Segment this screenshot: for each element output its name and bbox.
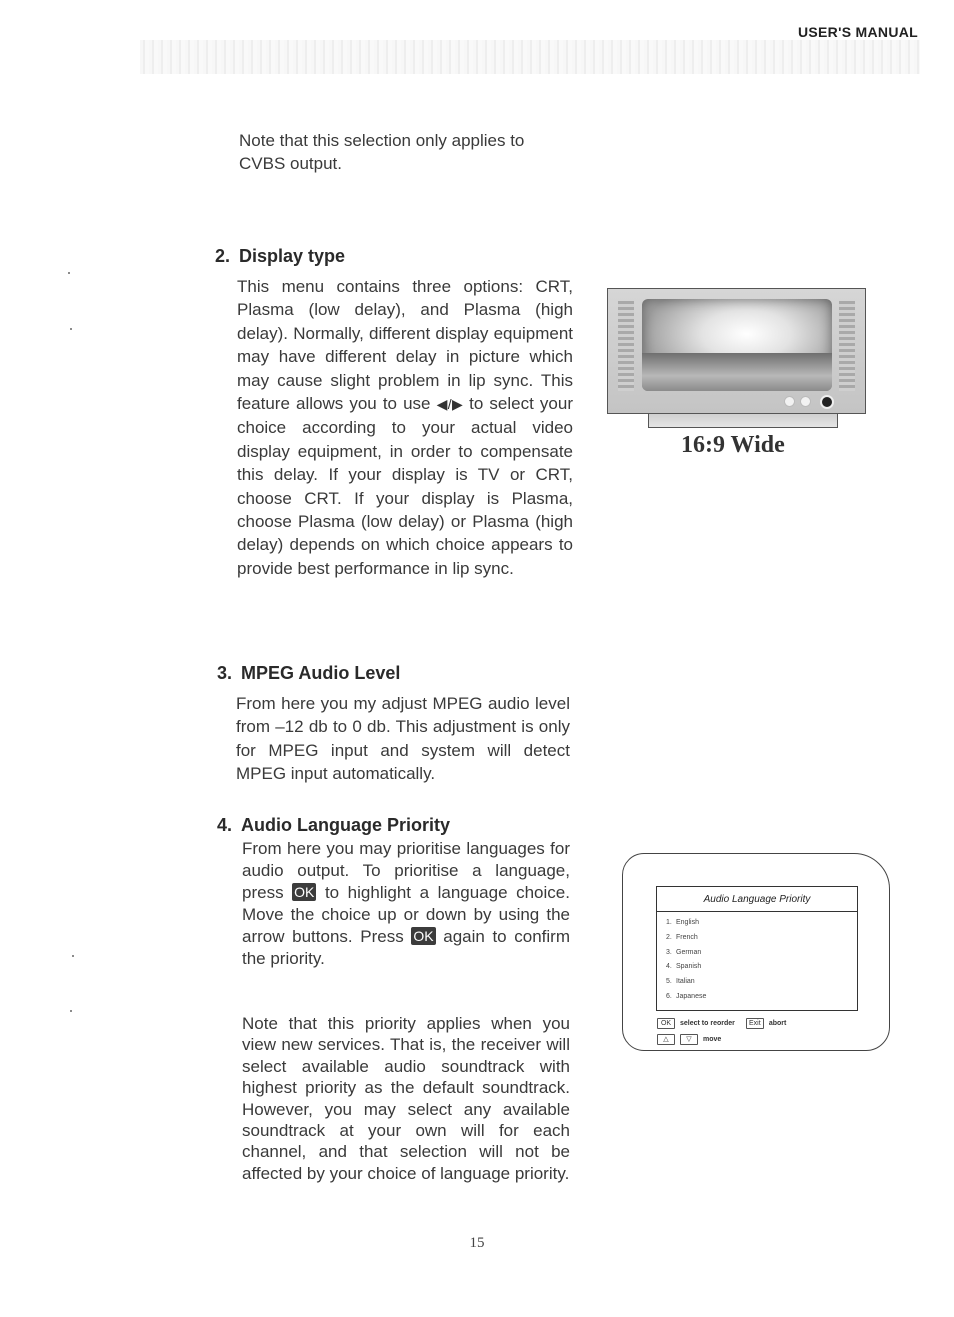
tv-speaker-left xyxy=(618,301,634,391)
widescreen-tv-figure xyxy=(607,288,866,414)
section-title: MPEG Audio Level xyxy=(241,663,401,683)
list-item-name: German xyxy=(676,948,702,956)
list-item-index: 5. xyxy=(666,978,672,986)
tv-screen-image xyxy=(642,299,832,391)
scan-speck xyxy=(70,1010,72,1012)
ok-key-icon: OK xyxy=(294,883,315,900)
tv-speaker-right xyxy=(839,301,855,391)
tv-power-icon xyxy=(820,395,834,409)
list-item-name: Italian xyxy=(676,978,695,986)
section-heading-audio-language-priority xyxy=(217,815,450,836)
audio-language-priority-dialog xyxy=(656,886,858,1011)
abort-hint: abort xyxy=(768,1020,787,1027)
scan-speck xyxy=(72,955,74,957)
tv-stand xyxy=(648,414,838,428)
priority-text-2: to highlight a language choice. Move the choice up or down by using the arrow buttons. Press xyxy=(242,882,570,946)
up-arrow-key-icon: △ xyxy=(657,1034,675,1045)
list-item-name: French xyxy=(676,933,698,941)
move-hint: move xyxy=(703,1036,722,1043)
scan-speck xyxy=(70,328,72,330)
list-item-name: Spanish xyxy=(676,963,702,971)
list-item xyxy=(666,946,857,961)
list-item xyxy=(666,960,857,975)
intro-note: Note that this selection only applies to CVBS output. xyxy=(239,131,525,174)
ok-key-icon: OK xyxy=(657,1018,675,1029)
list-item xyxy=(666,931,857,946)
section-heading-display-type xyxy=(215,246,345,267)
language-list xyxy=(657,912,857,1005)
dialog-footer-row-2 xyxy=(657,1034,721,1045)
section-number: 4. xyxy=(217,815,233,835)
list-item-index: 1. xyxy=(666,919,672,926)
priority-text-1: From here you may prioritise languages for audio output. To prioritise a language, press xyxy=(242,839,570,902)
exit-key-icon: Exit xyxy=(746,1018,764,1029)
section-heading-mpeg-audio-level xyxy=(217,663,400,684)
tv-figure-caption: 16:9 Wide xyxy=(681,432,785,458)
list-item xyxy=(666,916,857,931)
ok-key-icon: OK xyxy=(413,927,434,944)
tv-button xyxy=(784,396,795,407)
list-item-index: 3. xyxy=(666,948,672,956)
list-item-index: 4. xyxy=(666,963,672,971)
list-item-index: 2. xyxy=(666,933,672,941)
dialog-title: Audio Language Priority xyxy=(657,887,857,912)
header-band xyxy=(140,40,920,74)
section-title: Audio Language Priority xyxy=(241,815,451,835)
audio-language-priority-description xyxy=(242,838,570,969)
section-number: 2. xyxy=(215,246,231,266)
list-item xyxy=(666,975,857,990)
mpeg-audio-level-description: From here you my adjust MPEG audio level from –12 db to 0 db. This adjustment is only for MPEG input and system will detect MPEG input automatically. xyxy=(236,694,570,784)
list-item-name: Japanese xyxy=(676,992,707,1000)
down-arrow-key-icon: ▽ xyxy=(680,1034,698,1045)
header-label: USER'S MANUAL xyxy=(797,24,918,40)
left-right-arrow-icon: ◀/▶ xyxy=(436,396,464,413)
display-type-text-1: This menu contains three options: CRT, Plasma (low delay), and Plasma (high delay). Normally, different display equipment may have different delay in picture which may cause slight problem in lip sync. This feature allows you to use xyxy=(237,277,573,414)
select-hint: select to reorder xyxy=(680,1020,735,1027)
dialog-footer-row-1 xyxy=(657,1018,786,1029)
display-type-description xyxy=(237,275,573,580)
tv-screen-landscape xyxy=(642,353,832,391)
display-type-text-2: to select your choice according to your actual video display equipment, in order to compensate this delay. If your display is TV or CRT, choose CRT. If your display is Plasma, choose Plasma (low delay) or Plasma (high delay) depends on which choice appears to provide best performance in lip sync. xyxy=(237,394,573,578)
section-title: Display type xyxy=(239,246,346,266)
scan-speck xyxy=(68,272,70,274)
audio-language-priority-note: Note that this priority applies when you view new services. That is, the receiver will select available audio soundtrack with highest priority as the default soundtrack. However, you may select any available soundtrack at your own will for each channel, and that selection will not be affected by your choice of language priority. xyxy=(242,1014,570,1183)
list-item-name: English xyxy=(676,919,699,926)
list-item xyxy=(666,990,857,1005)
page-number: 15 xyxy=(469,1235,485,1251)
tv-button xyxy=(800,396,811,407)
section-number: 3. xyxy=(217,663,233,683)
priority-text-3: again to confirm the priority. xyxy=(242,926,570,968)
list-item-index: 6. xyxy=(666,992,672,1000)
